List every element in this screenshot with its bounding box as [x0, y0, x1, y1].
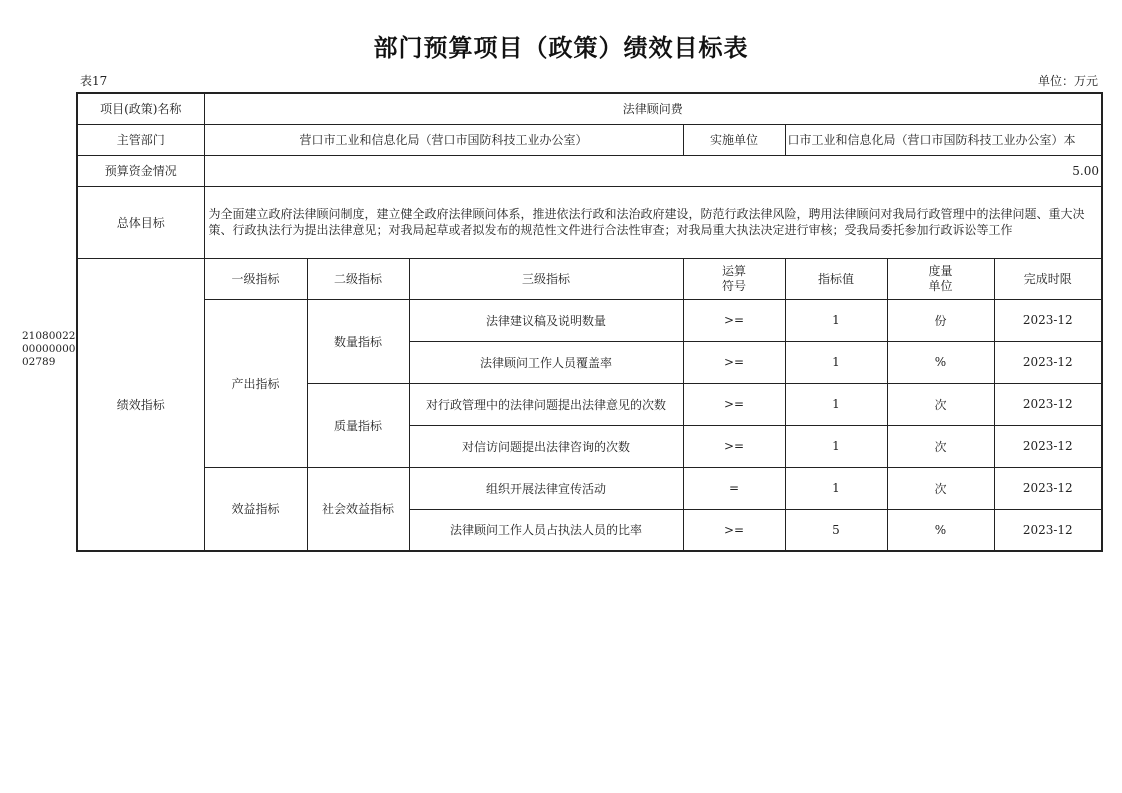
indicator-name: 组织开展法律宣传活动 [409, 467, 683, 509]
indicator-name: 对信访问题提出法律咨询的次数 [409, 425, 683, 467]
project-code-line: 21080022 [22, 330, 76, 342]
project-name-label: 项目(政策)名称 [77, 93, 204, 124]
header-level1: 一级指标 [204, 258, 307, 299]
department-value: 营口市工业和信息化局（营口市国防科技工业办公室） [204, 124, 683, 155]
indicator-deadline: 2023-12 [994, 299, 1102, 341]
group-output: 产出指标 [204, 299, 307, 467]
indicator-header-row [77, 258, 1102, 299]
indicator-unit: 份 [887, 299, 994, 341]
indicator-value: 1 [785, 341, 887, 383]
project-code-line: 02789 [22, 356, 56, 368]
indicator-unit: % [887, 509, 994, 551]
group-benefit: 效益指标 [204, 467, 307, 551]
indicator-operator: >= [683, 341, 785, 383]
project-name-row [77, 93, 1102, 124]
indicator-operator: >= [683, 509, 785, 551]
indicator-name: 法律顾问工作人员占执法人员的比率 [409, 509, 683, 551]
indicator-name: 对行政管理中的法律问题提出法律意见的次数 [409, 383, 683, 425]
header-operator [683, 258, 785, 299]
indicator-unit: 次 [887, 383, 994, 425]
header-operator-line1: 运算 [721, 263, 746, 278]
indicator-deadline: 2023-12 [994, 425, 1102, 467]
indicator-deadline: 2023-12 [994, 509, 1102, 551]
goal-value: 为全面建立政府法律顾问制度，建立健全政府法律顾问体系，推进依法行政和法治政府建设，防范行政法律风险，聘用法律顾问对我局行政管理中的法律问题、重大决策、行政执法行为提出法律意见；对我局起草或者拟发布的规范性文件进行合法性审查；对我局重大执法决定进行审核；受我局委托参加行政诉讼等工作 [204, 186, 1102, 258]
implementer-label: 实施单位 [683, 124, 785, 155]
indicator-row [77, 299, 1102, 341]
indicator-unit: 次 [887, 425, 994, 467]
indicator-operator: >= [683, 299, 785, 341]
indicator-operator: >= [683, 425, 785, 467]
header-level2: 二级指标 [307, 258, 409, 299]
header-deadline: 完成时限 [994, 258, 1102, 299]
performance-target-table [76, 92, 1103, 552]
performance-label: 绩效指标 [77, 258, 204, 551]
indicator-value: 1 [785, 467, 887, 509]
department-row [77, 124, 1102, 155]
indicator-deadline: 2023-12 [994, 383, 1102, 425]
project-name-value: 法律顾问费 [204, 93, 1102, 124]
indicator-value: 1 [785, 425, 887, 467]
project-code [22, 330, 74, 369]
project-code-line: 00000000 [22, 343, 76, 355]
page-title: 部门预算项目（政策）绩效目标表 [373, 34, 749, 62]
indicator-value: 1 [785, 299, 887, 341]
implementer-value: 口市工业和信息化局（营口市国防科技工业办公室）本 [785, 124, 1102, 155]
goal-label: 总体目标 [77, 186, 204, 258]
budget-row [77, 155, 1102, 186]
header-operator-line2: 符号 [721, 278, 746, 293]
header-unit-line1: 度量 [928, 263, 953, 278]
department-label: 主管部门 [77, 124, 204, 155]
header-unit-line2: 单位 [928, 278, 953, 293]
indicator-operator: = [683, 467, 785, 509]
indicator-value: 5 [785, 509, 887, 551]
unit-label: 单位：万元 [1037, 74, 1098, 88]
indicator-value: 1 [785, 383, 887, 425]
indicator-unit: 次 [887, 467, 994, 509]
indicator-row [77, 467, 1102, 509]
group-social: 社会效益指标 [307, 467, 409, 551]
table-number: 表17 [80, 74, 108, 88]
header-value: 指标值 [785, 258, 887, 299]
header-level3: 三级指标 [409, 258, 683, 299]
indicator-deadline: 2023-12 [994, 467, 1102, 509]
budget-value: 5.00 [204, 155, 1102, 186]
indicator-name: 法律建议稿及说明数量 [409, 299, 683, 341]
indicator-name: 法律顾问工作人员覆盖率 [409, 341, 683, 383]
indicator-unit: % [887, 341, 994, 383]
budget-label: 预算资金情况 [77, 155, 204, 186]
group-quality: 质量指标 [307, 383, 409, 467]
indicator-deadline: 2023-12 [994, 341, 1102, 383]
indicator-operator: >= [683, 383, 785, 425]
goal-row [77, 186, 1102, 258]
header-unit [887, 258, 994, 299]
group-quantity: 数量指标 [307, 299, 409, 383]
